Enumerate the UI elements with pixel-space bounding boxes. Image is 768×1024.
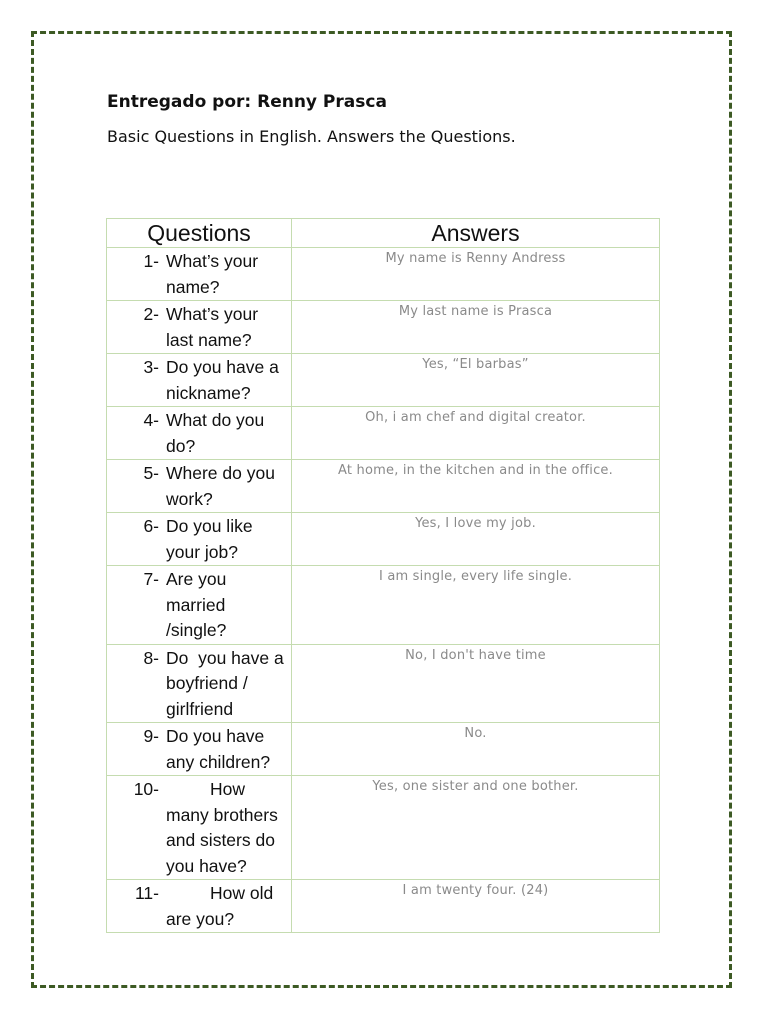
table-row <box>107 301 660 354</box>
table-row <box>107 460 660 513</box>
table-header-row <box>107 219 660 248</box>
questions-table <box>106 218 660 933</box>
question-number: 9- <box>143 726 159 746</box>
answer-cell: My last name is Prasca <box>292 301 660 354</box>
table-row <box>107 513 660 566</box>
question-number: 5- <box>143 463 159 483</box>
answer-cell: Yes, I love my job. <box>292 513 660 566</box>
question-number: 2- <box>143 304 159 324</box>
answer-cell: At home, in the kitchen and in the office. <box>292 460 660 513</box>
question-number: 11- <box>135 883 159 903</box>
answer-cell: My name is Renny Andress <box>292 248 660 301</box>
question-number: 3- <box>143 357 159 377</box>
table-row <box>107 248 660 301</box>
question-cell <box>107 301 292 354</box>
answer-cell: No. <box>292 723 660 776</box>
subtitle: Basic Questions in English. Answers the Questions. <box>107 127 516 146</box>
question-text: Do you have a nickname? <box>166 357 279 403</box>
table-row <box>107 723 660 776</box>
question-text: Do you have any children? <box>166 726 271 772</box>
question-number: 4- <box>143 410 159 430</box>
question-text: How many brothers and sisters do you have? <box>166 779 278 876</box>
answers-header: Answers <box>292 219 660 248</box>
author-line: Entregado por: Renny Prasca <box>107 92 387 112</box>
question-cell <box>107 354 292 407</box>
answer-cell: Yes, “El barbas” <box>292 354 660 407</box>
question-text: Do you have a boyfriend / girlfriend <box>166 647 289 719</box>
question-text: How old are you? <box>166 883 274 929</box>
question-number: 6- <box>143 516 159 536</box>
answer-cell: Oh, i am chef and digital creator. <box>292 407 660 460</box>
table-row <box>107 644 660 723</box>
question-text: What’s your name? <box>166 251 259 297</box>
question-cell <box>107 723 292 776</box>
answer-cell: Yes, one sister and one bother. <box>292 776 660 880</box>
question-cell <box>107 644 292 723</box>
question-text: Are you married /single? <box>166 569 227 640</box>
question-text: What’s your last name? <box>166 304 259 350</box>
answer-cell: No, I don't have time <box>292 644 660 723</box>
question-text: What do you do? <box>166 410 265 456</box>
question-cell <box>107 566 292 645</box>
question-cell <box>107 407 292 460</box>
questions-header: Questions <box>107 219 292 248</box>
question-cell <box>107 248 292 301</box>
question-cell <box>107 776 292 880</box>
question-number: 8- <box>143 647 159 668</box>
question-number: 10- <box>133 779 159 799</box>
answer-cell: I am single, every life single. <box>292 566 660 645</box>
answer-cell: I am twenty four. (24) <box>292 880 660 933</box>
table-row <box>107 354 660 407</box>
question-cell <box>107 880 292 933</box>
table-row <box>107 407 660 460</box>
question-text: Do you like your job? <box>166 516 253 562</box>
question-number: 1- <box>143 251 159 271</box>
question-cell <box>107 460 292 513</box>
table-row <box>107 880 660 933</box>
table-row <box>107 776 660 880</box>
question-number: 7- <box>143 569 159 589</box>
question-text: Where do you work? <box>166 463 275 509</box>
question-cell <box>107 513 292 566</box>
table-row <box>107 566 660 645</box>
